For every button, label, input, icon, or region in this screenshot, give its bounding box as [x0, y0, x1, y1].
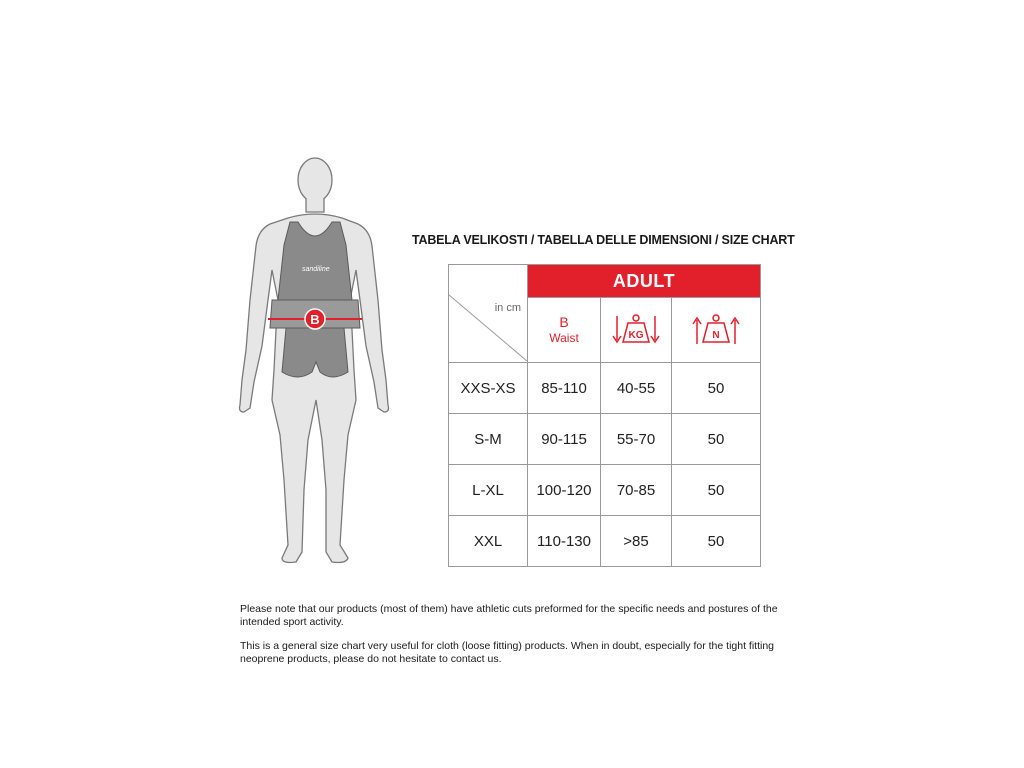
body-silhouette [228, 150, 403, 575]
force-cell: 50 [672, 516, 761, 567]
notes [240, 603, 800, 677]
weight-column-header [601, 298, 672, 363]
weight-cell: >85 [601, 516, 672, 567]
body-figure-illustration [228, 150, 403, 575]
note-paragraph: Please note that our products (most of them) have athletic cuts preformed for the specific needs and postures of the intended sport activity. [240, 603, 778, 628]
force-cell: 50 [672, 363, 761, 414]
force-column-header [672, 298, 761, 363]
adult-group-header: ADULT [528, 265, 761, 298]
force-cell: 50 [672, 414, 761, 465]
weight-cell: 40-55 [601, 363, 672, 414]
table-row [449, 363, 761, 414]
measure-label-b: B [310, 312, 320, 327]
size-cell: XXL [449, 516, 528, 567]
unit-label: in cm [494, 302, 521, 314]
svg-text:N: N [712, 330, 720, 341]
waist-cell: 90-115 [528, 414, 601, 465]
vest-brand-text: sandiline [302, 266, 330, 273]
page-title: TABELA VELIKOSTI / TABELLA DELLE DIMENSIONI / SIZE CHART [412, 233, 795, 247]
size-chart-table [448, 264, 761, 567]
force-n-icon [691, 310, 741, 350]
table-row [449, 414, 761, 465]
table-row [449, 516, 761, 567]
weight-cell: 55-70 [601, 414, 672, 465]
waist-cell: 100-120 [528, 465, 601, 516]
waist-cell: 85-110 [528, 363, 601, 414]
table-header-row [449, 265, 761, 298]
waist-cell: 110-130 [528, 516, 601, 567]
waist-label: Waist [549, 331, 579, 345]
size-cell: L-XL [449, 465, 528, 516]
table-row [449, 465, 761, 516]
waist-column-header [528, 298, 601, 363]
size-cell: S-M [449, 414, 528, 465]
weight-kg-icon [611, 310, 661, 350]
size-cell: XXS-XS [449, 363, 528, 414]
weight-cell: 70-85 [601, 465, 672, 516]
note-paragraph: This is a general size chart very useful for cloth (loose fitting) products. When in doubt, especially for the tight fitting neoprene products, please do not hesitate to contact us. [240, 640, 775, 665]
waist-letter: B [559, 314, 569, 330]
svg-text:KG: KG [628, 330, 644, 341]
corner-cell [449, 265, 528, 363]
force-cell: 50 [672, 465, 761, 516]
